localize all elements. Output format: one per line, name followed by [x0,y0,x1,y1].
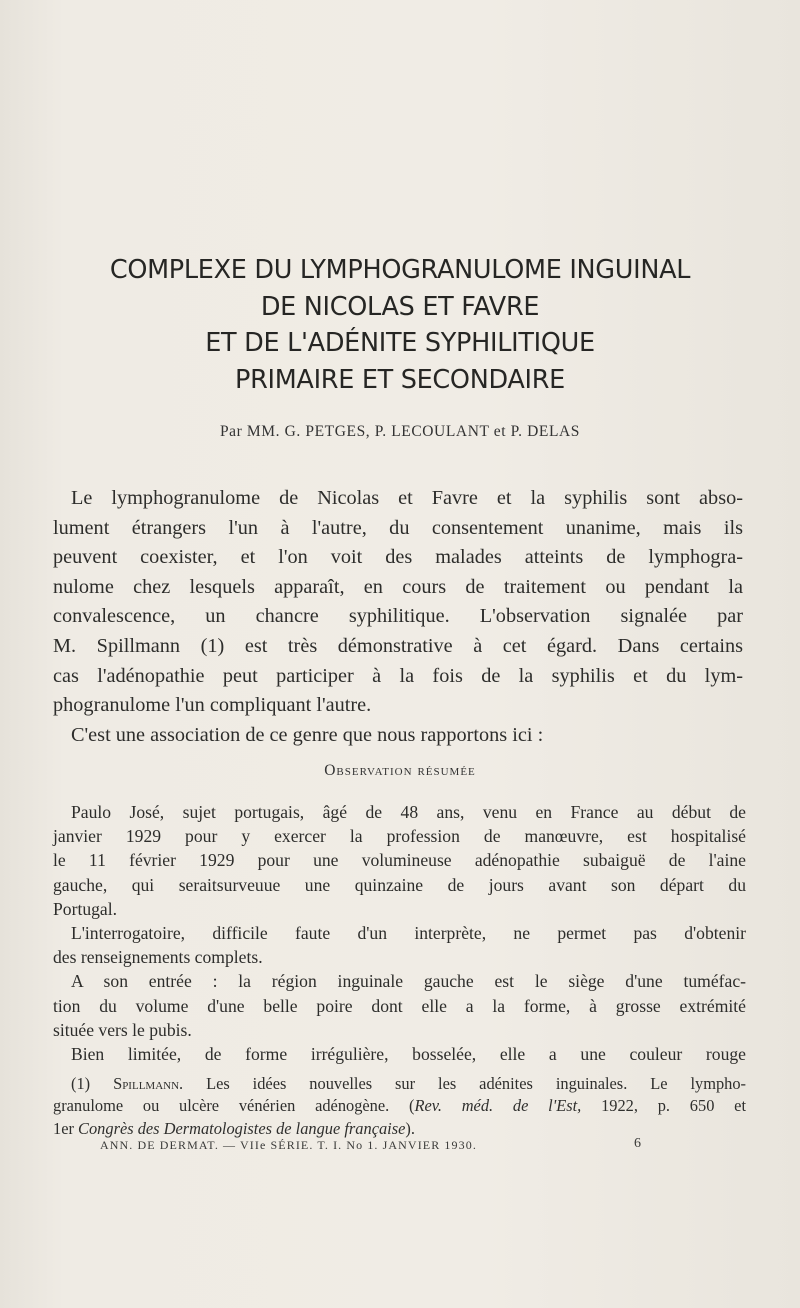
title-line: DE NICOLAS ET FAVRE [260,291,540,322]
footnote-text: Les idées nouvelles sur les adénites inguinales. Le lympho- [206,1074,746,1093]
text-line: située vers le pubis. [53,1019,192,1040]
text-line: nulome chez lesquels apparaît, en cours de traitement ou pendant la [53,575,743,598]
title-line: ET DE L'ADÉNITE SYPHILITIQUE [205,328,595,358]
footnote-journal: Rev. méd. de l'Est, [414,1096,582,1116]
text-line: le 11 février 1929 pour une volumineuse adénopathie subaiguë de l'aine [53,850,746,871]
text-line: A son entrée : la région inguinale gauche est le siège d'une tuméfac- [71,971,746,992]
footnote-author: Spillmann. [113,1074,184,1093]
text-line: Portugal. [53,898,118,919]
intro-paragraph [53,484,793,750]
title-line: PRIMAIRE ET SECONDAIRE [235,364,565,395]
section-heading: Observation résumée [324,762,476,779]
text-line: Paulo José, sujet portugais, âgé de 48 ans, venu en France au début de [71,802,746,822]
text-line: M. Spillmann (1) est très démonstrative à cet égard. Dans certains [53,634,743,657]
text-line: C'est une association de ce genre que nous rapportons ici : [71,723,544,746]
text-line: janvier 1929 pour y exercer la profession de manœuvre, est hospitalisé [53,826,746,847]
footnote-marker: (1) [71,1074,91,1093]
text-line: tion du volume d'une belle poire dont elle a la forme, à grosse extrémité [53,995,746,1016]
text-line: Bien limitée, de forme irrégulière, bosselée, elle a une couleur rouge [71,1044,746,1065]
title-line: COMPLEXE DU LYMPHOGRANULOME INGUINAL [109,255,691,285]
footnote-congress: Congrès des Dermatologistes de langue française [78,1118,406,1138]
authors-line: Par MM. G. PETGES, P. LECOULANT et P. DELAS [219,423,581,440]
running-footer: ANN. DE DERMAT. — VIIe SÉRIE. T. I. No 1. JANVIER 1930. [100,1138,477,1152]
page-number: 6 [634,1136,641,1151]
footnote-text: 1922, p. 650 et [601,1096,746,1116]
footnote-text: ). [405,1118,415,1138]
footnote-text: granulome ou ulcère vénérien adénogène. ( [53,1096,415,1116]
footnote [53,1073,753,1140]
footnote-line [53,1118,746,1140]
text-line: gauche, qui seraitsurveuue une quinzaine de jours avant son départ du [53,874,746,895]
text-line: convalescence, un chancre syphilitique. L'observation signalée par [53,605,743,628]
text-line: lument étrangers l'un à l'autre, du consentement unanime, mais ils [53,516,743,539]
text-line: phogranulome l'un compliquant l'autre. [53,694,372,717]
article-title [40,252,760,398]
text-line: cas l'adénopathie peut participer à la fois de la syphilis et du lym- [53,664,743,687]
observation-paragraph [53,800,753,1066]
text-line: L'interrogatoire, difficile faute d'un interprète, ne permet pas d'obtenir [71,923,746,944]
footnote-text: 1er [53,1118,74,1138]
footnote-line [53,1073,746,1095]
text-line: Le lymphogranulome de Nicolas et Favre et la syphilis sont abso- [71,487,743,509]
text-line: des renseignements complets. [53,947,263,968]
text-line: peuvent coexister, et l'on voit des malades atteints de lymphogra- [53,546,743,569]
footnote-line [53,1095,746,1117]
